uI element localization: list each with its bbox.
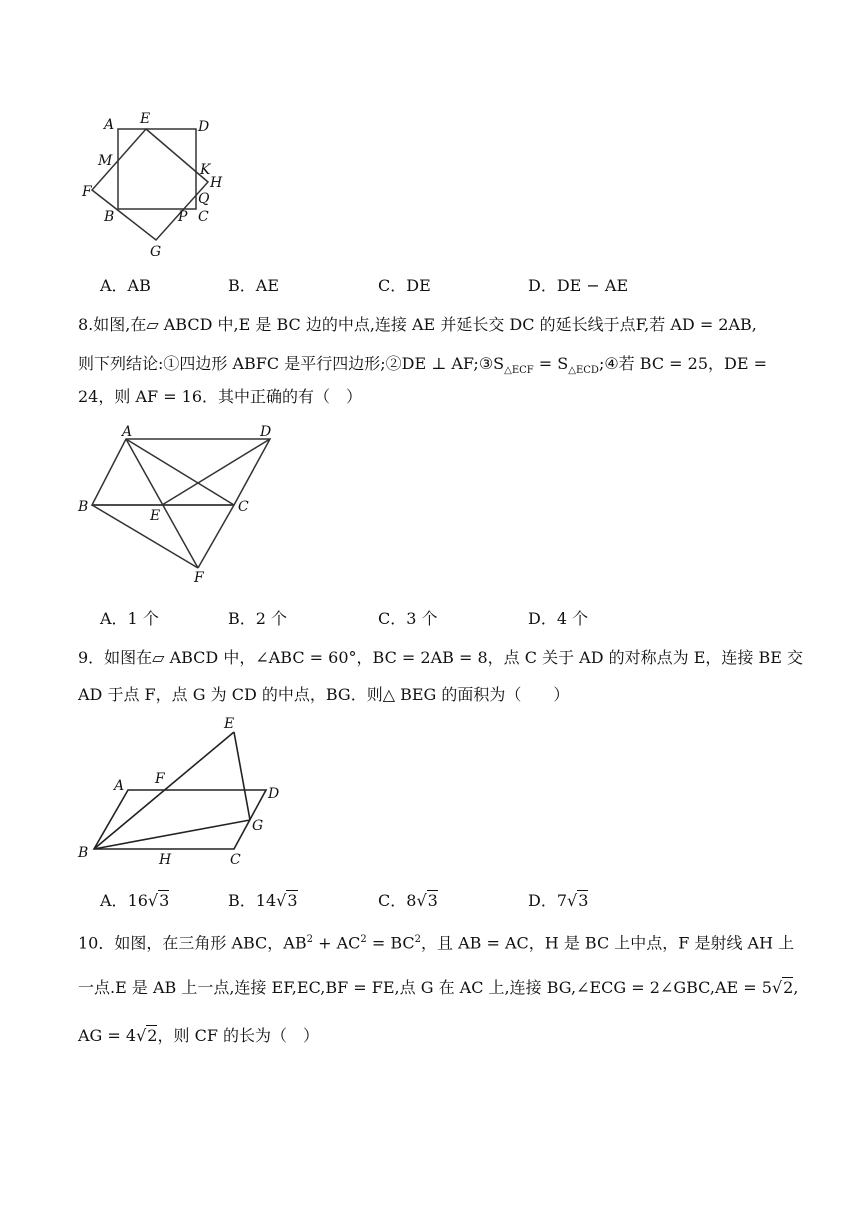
q9-option-a-rad: 3: [159, 891, 170, 910]
q9-label-H: H: [159, 852, 172, 868]
q8-option-c[interactable]: C．3 个: [378, 609, 438, 628]
q10-line2-rad: 2: [783, 978, 794, 997]
q7-square-abcd: [118, 129, 196, 209]
q8-option-b[interactable]: B．2 个: [228, 609, 288, 628]
q7-label-C: C: [198, 209, 209, 225]
q9-label-F: F: [155, 771, 165, 787]
q9-label-B: B: [78, 845, 89, 861]
q10-line3-b: ，则 CF 的长为（ ）: [157, 1026, 320, 1045]
q9-option-b[interactable]: B．14√3: [228, 891, 298, 910]
q8-text-line2: [78, 353, 767, 382]
q9-option-d-coef: 7: [556, 891, 568, 910]
q8-line-bf: [92, 505, 198, 568]
q9-label-G: G: [252, 818, 264, 834]
q9-text-line2: AD 于点 F，点 G 为 CD 的中点，BG．则△ BEG 的面积为（ ）: [78, 685, 570, 704]
q8-line-ac: [126, 439, 234, 505]
q9-option-c-prefix: C．: [378, 891, 407, 910]
q10-line1-d: ，且 AB = AC，H 是 BC 上中点，F 是射线 AH 上: [421, 933, 795, 953]
q7-option-c[interactable]: C．DE: [378, 276, 431, 295]
q8-line-de: [162, 439, 270, 505]
q7-label-M: M: [98, 153, 113, 169]
q8-line2-c: ;④若 BC = 25，DE =: [598, 354, 767, 373]
q7-label-H: H: [210, 175, 223, 191]
q8-line2-a: 则下列结论:①四边形 ABFC 是平行四边形;②DE ⊥ AF;③S: [78, 354, 505, 373]
q9-option-d-prefix: D．: [528, 891, 557, 910]
q9-option-a-coef: 16: [127, 891, 148, 910]
q10-line1-a: 10．如图，在三角形 ABC，AB: [78, 933, 307, 953]
q8-option-a[interactable]: A．1 个: [100, 609, 159, 628]
q9-label-C: C: [230, 852, 241, 868]
q8-line-cf: [198, 505, 234, 568]
q10-line1-b: + AC: [313, 933, 361, 953]
q9-label-A: A: [114, 778, 125, 794]
q9-figure: [76, 712, 286, 872]
q8-text-line1: 8.如图,在▱ ABCD 中,E 是 BC 边的中点,连接 AE 并延长交 DC 的延长线于点F,若 AD = 2AB,: [78, 315, 757, 334]
q8-figure: [76, 420, 286, 590]
q7-label-K: K: [200, 162, 211, 178]
q10-line1-sup2: 2: [360, 934, 367, 945]
q9-option-a-prefix: A．: [100, 891, 128, 910]
q7-label-E: E: [140, 111, 151, 127]
q7-option-d[interactable]: D．DE − AE: [528, 276, 629, 295]
q9-option-c-coef: 8: [406, 891, 417, 910]
q9-option-a[interactable]: A．16√3: [100, 891, 170, 910]
q10-line1-c: = BC: [366, 933, 415, 953]
q9-option-c-rad: 3: [427, 891, 438, 910]
q9-line-bg: [94, 820, 250, 849]
q10-text-line3: AG = 4√2，则 CF 的长为（ ）: [78, 1026, 320, 1045]
q9-line-eg: [234, 732, 250, 820]
q9-text-line1: 9．如图在▱ ABCD 中，∠ABC = 60°，BC = 2AB = 8，点 C 关于 AD 的对称点为 E，连接 BE 交: [78, 648, 804, 667]
q8-label-E: E: [150, 508, 161, 524]
q10-line3-a: AG = 4: [78, 1026, 137, 1045]
q9-label-E: E: [224, 716, 235, 732]
q9-option-b-prefix: B．: [228, 891, 256, 910]
q8-label-B: B: [78, 499, 89, 515]
q8-label-F: F: [194, 570, 204, 586]
q10-line2-b: ,: [793, 978, 799, 997]
q7-option-a[interactable]: A．AB: [100, 276, 151, 295]
q10-line3-rad: 2: [147, 1026, 158, 1045]
q7-label-B: B: [104, 209, 115, 225]
q8-line-af: [126, 439, 198, 568]
q9-option-b-coef: 14: [255, 891, 277, 910]
q7-label-D: D: [198, 119, 210, 135]
q8-text-line3: 24，则 AF = 16．其中正确的有（ ）: [78, 387, 363, 406]
q10-line1-sup1: 2: [306, 934, 313, 945]
q9-label-D: D: [268, 786, 280, 802]
q7-label-Q: Q: [198, 191, 210, 207]
q7-label-G: G: [150, 244, 162, 260]
q10-text-line2: 一点.E 是 AB 上一点,连接 EF,EC,BF = FE,点 G 在 AC 上,连接 BG,∠ECG = 2∠GBC,AE = 5√2,: [78, 978, 799, 997]
q9-parallelogram: [94, 790, 266, 849]
q8-option-d[interactable]: D．4 个: [528, 609, 589, 628]
q8-label-D: D: [260, 424, 272, 440]
q9-option-c[interactable]: C．8√3: [378, 891, 438, 910]
q8-line2-b: = S: [533, 354, 569, 373]
q8-label-C: C: [238, 499, 249, 515]
q7-label-A: A: [104, 117, 115, 133]
q7-label-F: F: [82, 184, 92, 200]
q7-option-b[interactable]: B．AE: [228, 276, 279, 295]
q7-figure: [76, 110, 236, 260]
q10-line1-sup3: 2: [414, 934, 421, 945]
q10-line2-a: 一点.E 是 AB 上一点,连接 EF,EC,BF = FE,点 G 在 AC 上,连接 BG,∠ECG = 2∠GBC,AE = 5: [78, 978, 772, 997]
q9-option-b-rad: 3: [287, 891, 298, 910]
q8-line2-sub1: △ECF: [504, 365, 534, 377]
q8-line2-sub2: △ECD: [568, 365, 599, 377]
q8-label-A: A: [122, 424, 133, 440]
q7-label-P: P: [178, 209, 188, 225]
q9-option-d[interactable]: D．7√3: [528, 891, 589, 910]
q9-option-d-rad: 3: [578, 891, 589, 910]
q10-text-line1: [78, 929, 794, 954]
